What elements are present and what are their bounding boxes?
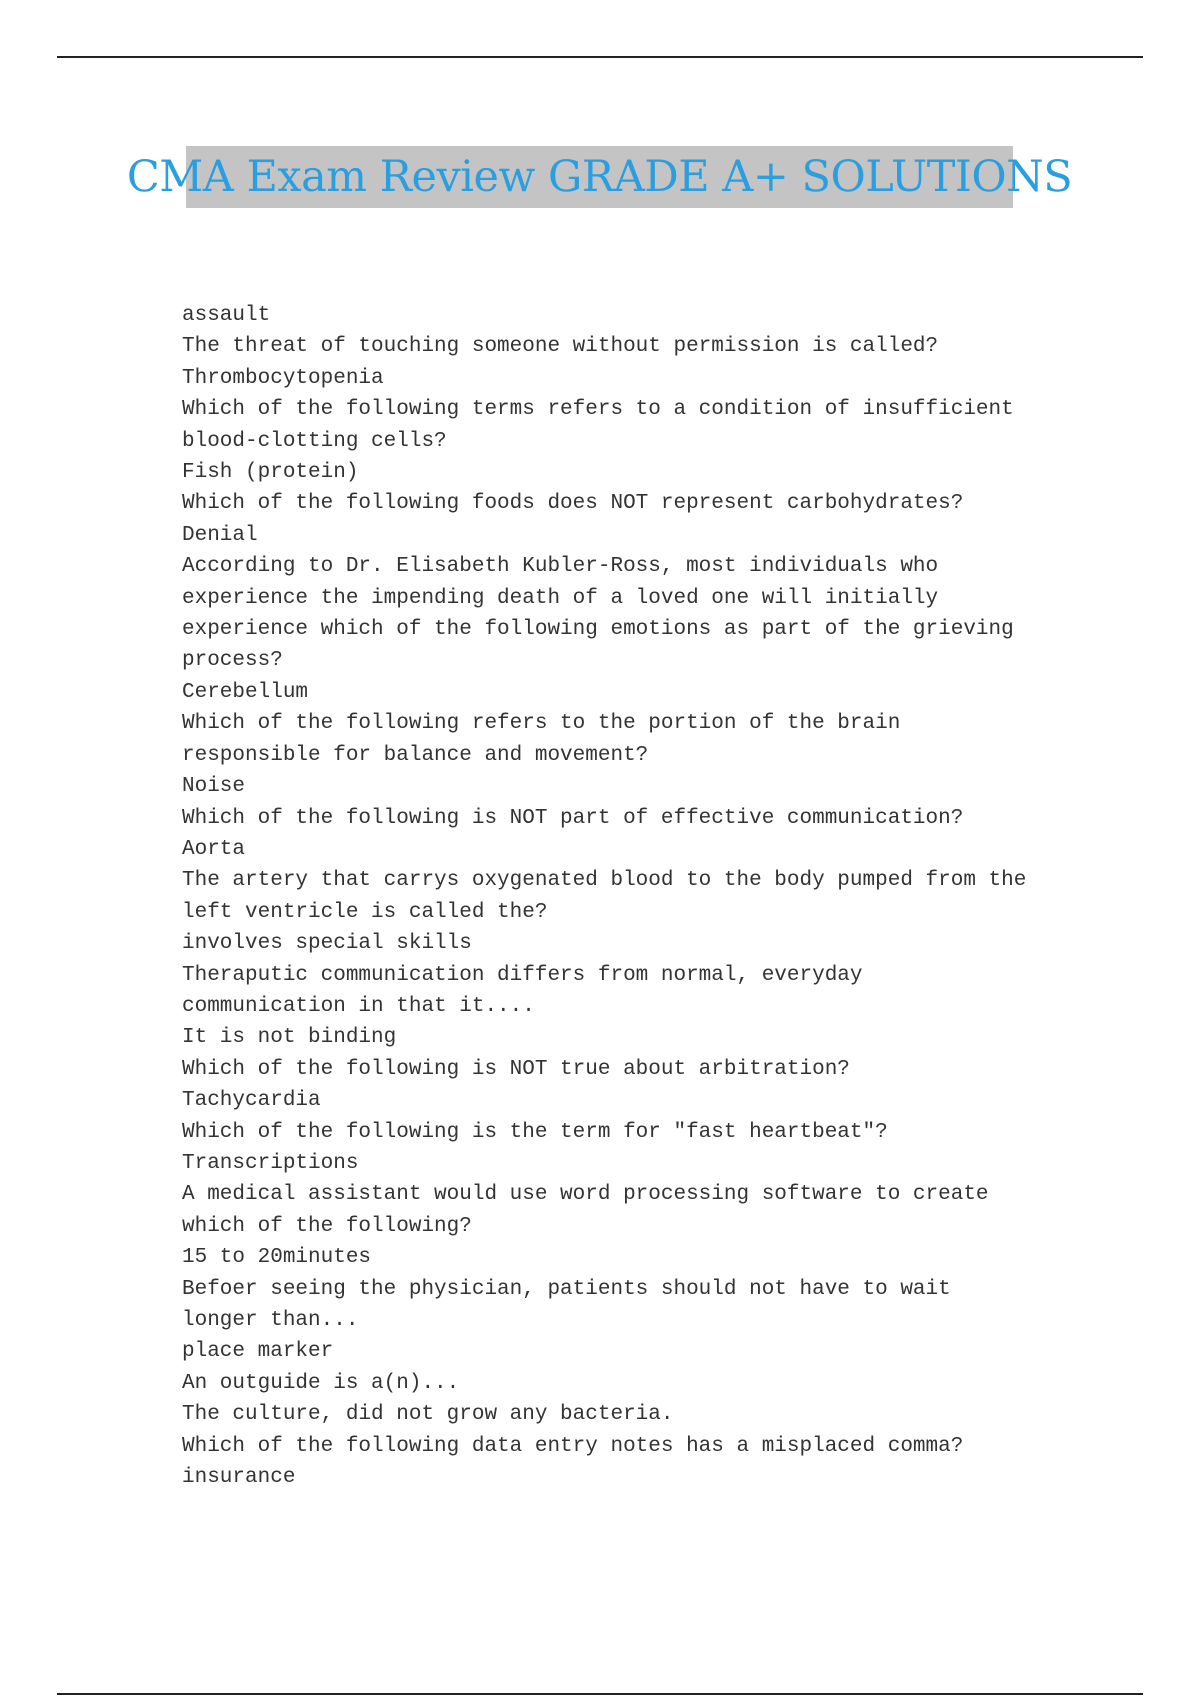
- question-text: Which of the following terms refers to a condition of insufficient blood-clotting cells?: [182, 398, 1027, 453]
- answer-text: 15 to 20minutes: [182, 1246, 372, 1270]
- question-text: A medical assistant would use word processing software to create which of the following?: [182, 1183, 1002, 1238]
- answer-text: The culture, did not grow any bacteria.: [182, 1403, 674, 1427]
- answer-text: Transcriptions: [182, 1151, 359, 1175]
- qa-item: [182, 363, 1032, 457]
- answer-text: Cerebellum: [182, 680, 309, 704]
- question-text: Which of the following data entry notes has a misplaced comma?: [182, 1434, 964, 1458]
- question-text: The threat of touching someone without permission is called?: [182, 335, 939, 359]
- qa-item: [182, 520, 1032, 677]
- question-text: Theraputic communication differs from normal, everyday communication in that it....: [182, 963, 876, 1018]
- answer-text: Aorta: [182, 837, 246, 861]
- answer-text: Fish (protein): [182, 461, 359, 485]
- question-text: Which of the following is NOT true about arbitration?: [182, 1057, 850, 1081]
- question-text: An outguide is a(n)...: [182, 1371, 460, 1395]
- question-text: Which of the following is the term for "fast heartbeat"?: [182, 1120, 888, 1144]
- question-text: Befoer seeing the physician, patients should not have to wait longer than...: [182, 1277, 964, 1332]
- trailing-answer-text: insurance: [182, 1466, 296, 1490]
- question-text: Which of the following is NOT part of effective communication?: [182, 806, 964, 830]
- footer-rule: [57, 1693, 1143, 1695]
- qa-item: [182, 1085, 1032, 1148]
- question-text: According to Dr. Elisabeth Kubler-Ross, most individuals who experience the impending death of a loved one will initially experience which of the following emotions as part of the grieving process?: [182, 555, 1027, 673]
- title-banner: [126, 146, 1073, 208]
- answer-text: Tachycardia: [182, 1089, 321, 1113]
- question-text: Which of the following refers to the portion of the brain responsible for balance and movement?: [182, 712, 913, 767]
- qa-item: [182, 457, 1032, 520]
- header-rule: [57, 56, 1143, 58]
- qa-item: [182, 1148, 1032, 1242]
- answer-text: Denial: [182, 523, 258, 547]
- question-text: Which of the following foods does NOT represent carbohydrates?: [182, 492, 964, 516]
- answer-text: It is not binding: [182, 1026, 397, 1050]
- qa-item: [182, 1022, 1032, 1085]
- document-title: CMA Exam Review GRADE A+ SOLUTIONS: [126, 152, 1073, 202]
- qa-item: [182, 928, 1032, 1022]
- qa-item: [182, 771, 1032, 834]
- question-text: The artery that carrys oxygenated blood to the body pumped from the left ventricle is called the?: [182, 869, 1039, 924]
- qa-item: [182, 1336, 1032, 1399]
- qa-list: [182, 300, 1039, 1493]
- qa-item: [182, 834, 1039, 928]
- answer-text: assault: [182, 304, 271, 327]
- qa-item: [182, 1399, 1032, 1462]
- qa-item: [182, 300, 1032, 363]
- answer-text: involves special skills: [182, 932, 472, 956]
- qa-item: [182, 677, 1032, 771]
- qa-item: [182, 1242, 1032, 1336]
- answer-text: Thrombocytopenia: [182, 366, 384, 390]
- answer-text: place marker: [182, 1340, 334, 1364]
- answer-text: Noise: [182, 775, 246, 799]
